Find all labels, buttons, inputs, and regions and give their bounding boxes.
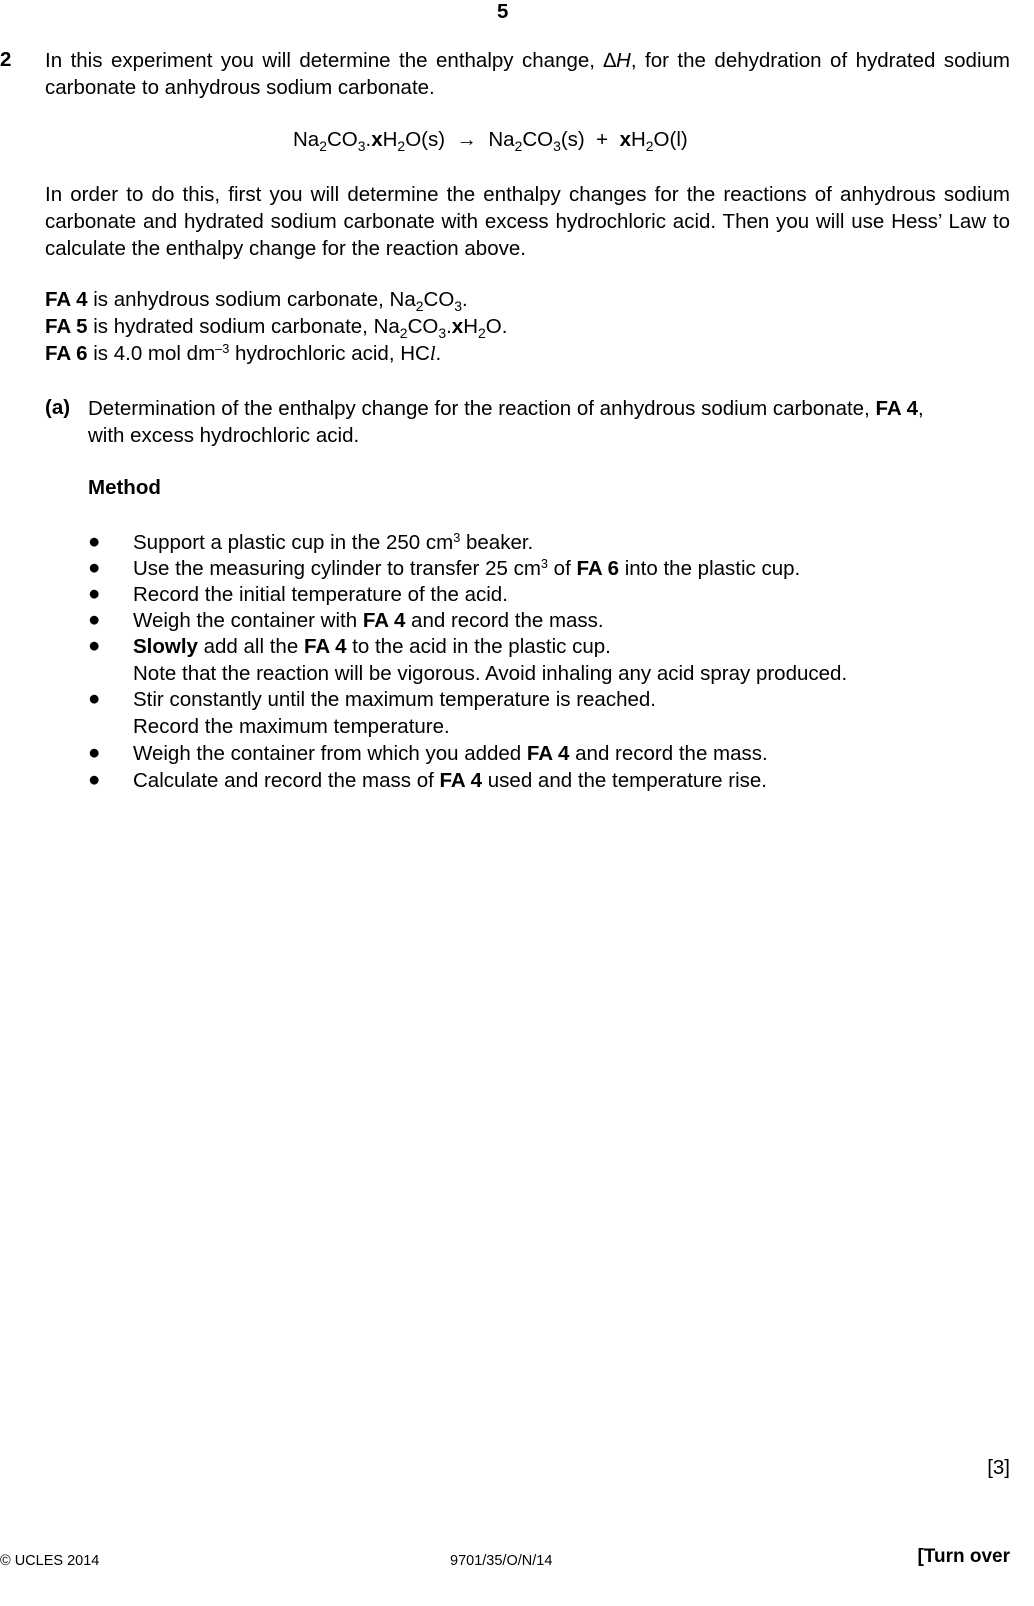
footer-turn-over: [Turn over	[917, 1546, 1010, 1567]
question-number: 2	[0, 48, 12, 71]
delta-symbol: ∆	[603, 49, 617, 72]
method-step-7: Weigh the container from which you added FA 4 and record the mass.	[133, 742, 768, 765]
method-step-6: Stir constantly until the maximum temperature is reached. Record the maximum temperature.	[133, 688, 656, 738]
arrow-symbol: →	[456, 128, 477, 151]
part-a-label: (a)	[45, 396, 71, 419]
method-step-4: Weigh the container with FA 4 and record the mass.	[133, 609, 604, 632]
bullet-marker: ●	[88, 530, 101, 553]
method-step-2: Use the measuring cylinder to transfer 25 $cm^3$ of FA 6 into the plastic cup.	[133, 556, 801, 580]
bullet-marker: ●	[88, 741, 101, 764]
method-step-1: Support a plastic cup in the 250 $cm^3$ beaker.	[133, 530, 534, 554]
bullet-marker: ●	[88, 634, 101, 657]
bullet-marker: ●	[88, 687, 101, 710]
bullet-marker: ●	[88, 768, 101, 791]
marks-allocation: [3]	[987, 1456, 1010, 1479]
fa6-definition: FA 6 is 4.0 mol $dm^{-3}$ hydrochloric acid, HCl.	[45, 341, 442, 365]
method-heading: Method	[88, 476, 161, 499]
part-a-text: Determination of the enthalpy change for the reaction of anhydrous sodium carbonate, FA 4, with excess hydrochloric acid.	[88, 397, 924, 447]
method-step-3: Record the initial temperature of the acid.	[133, 583, 508, 606]
method-overview-paragraph: In order to do this, first you will determine the enthalpy changes for the reactions of anhydrous sodium carbonate and hydrated sodium carbonate with excess hydrochloric acid. Then you will use Hess’ Law to calculate the enthalpy change for the reaction above.	[45, 183, 1010, 260]
enthalpy-symbol: H	[616, 49, 631, 72]
footer-paper-code: 9701/35/O/N/14	[450, 1553, 553, 1569]
method-step-5: Slowly add all the FA 4 to the acid in the plastic cup. Note that the reaction will be vigorous. Avoid inhaling any acid spray produced.	[133, 635, 848, 685]
footer-copyright: © UCLES 2014	[0, 1553, 100, 1569]
bullet-marker: ●	[88, 582, 101, 605]
page-number: 5	[497, 0, 509, 23]
bullet-marker: ●	[88, 556, 101, 579]
intro-paragraph: In this experiment you will determine the enthalpy change, ∆H, for the dehydration of hydrated sodium carbonate to anhydrous sodium carbonate.	[45, 49, 1010, 99]
fa5-definition: FA 5 is hydrated sodium carbonate, $Na_2CO_3.xH_2O$.	[45, 315, 508, 341]
fa4-definition: FA 4 is anhydrous sodium carbonate, $Na_2CO_3$.	[45, 288, 468, 314]
bullet-marker: ●	[88, 608, 101, 631]
method-step-8: Calculate and record the mass of FA 4 used and the temperature rise.	[133, 769, 767, 792]
dehydration-equation: $Na_2CO_3.xH_2O(s) \to Na_2CO_3(s) + xH_2O(l)$	[293, 128, 688, 154]
